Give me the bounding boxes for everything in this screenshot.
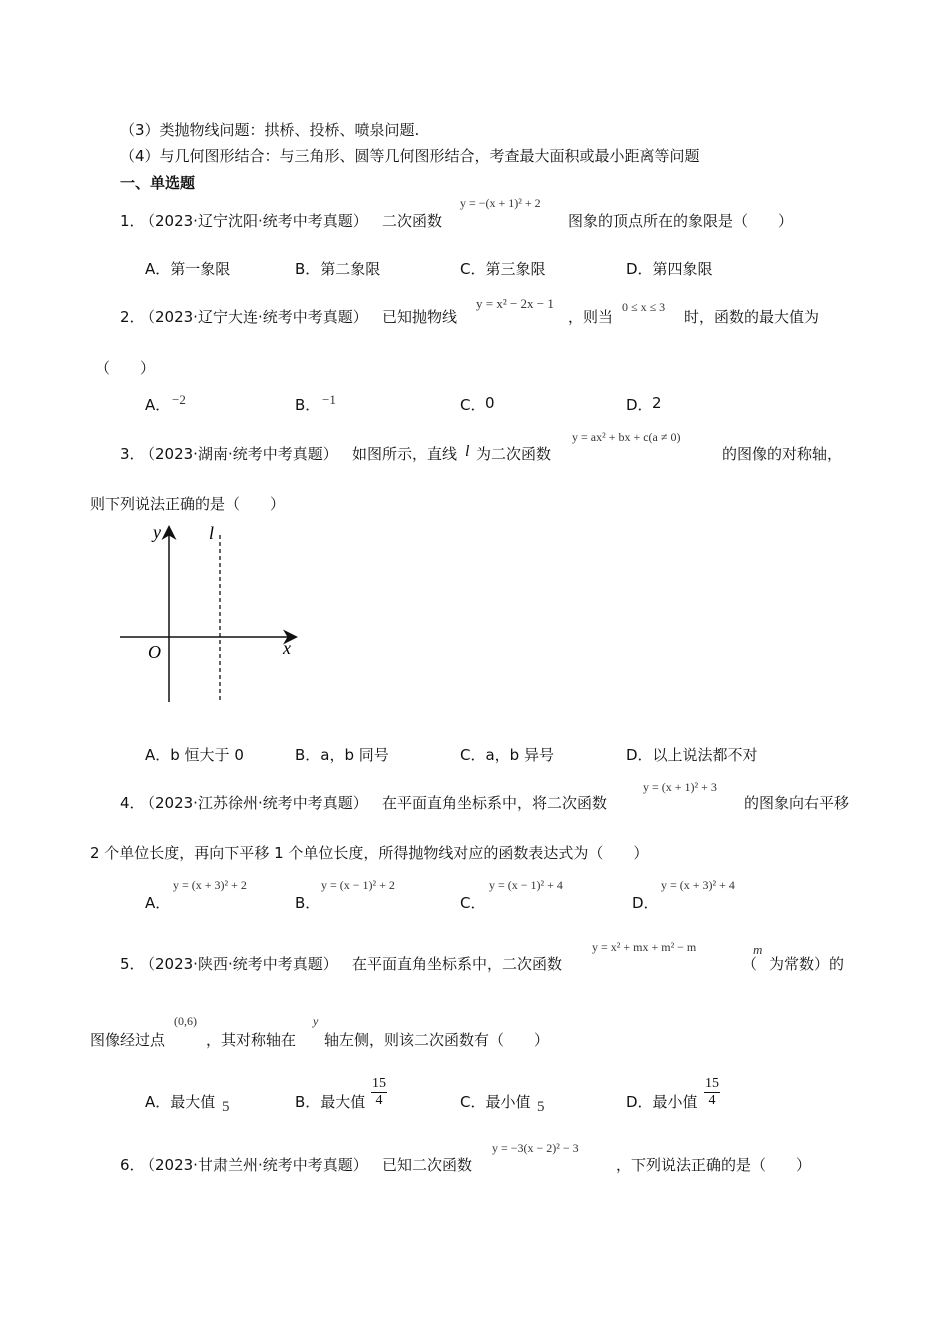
question-text: 则下列说法正确的是（ ） — [90, 495, 286, 513]
denominator: 4 — [708, 1093, 716, 1108]
axis-variable: y — [313, 1014, 319, 1028]
question-text: 二次函数 — [382, 212, 443, 230]
question-source: （2023·辽宁大连·统考中考真题） — [140, 308, 368, 326]
question-text: 时，函数的最大值为 — [684, 308, 820, 326]
question-text: 的图像的对称轴， — [722, 445, 843, 463]
question-text: 为二次函数 — [476, 445, 552, 463]
question-text: （ — [742, 955, 758, 973]
question-text: ，则当 — [568, 308, 614, 326]
option-formula: y = (x − 1)² + 2 — [321, 878, 395, 892]
option-formula: y = (x − 1)² + 4 — [489, 878, 563, 892]
formula: 0 ≤ x ≤ 3 — [622, 300, 666, 314]
question-number: 5． — [120, 955, 145, 973]
question-source: （2023·陕西·统考中考真题） — [140, 955, 338, 973]
question-source: （2023·湖南·统考中考真题） — [140, 445, 338, 463]
formula: y = (x + 1)² + 3 — [643, 780, 717, 794]
question-text: 已知抛物线 — [382, 308, 458, 326]
option-d: D．第四象限 — [626, 260, 713, 278]
option-value: 2 — [652, 394, 662, 412]
section-title: 一、单选题 — [120, 174, 196, 192]
option-a: A．第一象限 — [145, 260, 231, 278]
formula: y = ax² + bx + c(a ≠ 0) — [572, 430, 681, 444]
formula: y = −3(x − 2)² − 3 — [492, 1141, 579, 1155]
option-label: A． — [145, 894, 171, 912]
question-text: 轴左侧，则该二次函数有（ ） — [324, 1031, 550, 1049]
option-value: −2 — [172, 392, 186, 407]
intro-item-3: （3）类抛物线问题：拱桥、投桥、喷泉问题. — [120, 121, 420, 139]
option-value: −1 — [322, 392, 336, 407]
variable: l — [465, 443, 470, 460]
option-b: B．a，b 同号 — [295, 746, 389, 764]
question-text: 图像经过点 — [90, 1031, 166, 1049]
x-axis-label: x — [283, 638, 291, 658]
question-number: 4． — [120, 794, 145, 812]
question-text: 图象的顶点所在的象限是（ ） — [568, 212, 794, 230]
axis-figure — [115, 520, 305, 705]
point: (0,6) — [174, 1014, 197, 1028]
question-number: 6． — [120, 1156, 145, 1174]
y-axis-label: y — [153, 522, 161, 542]
option-label: C． — [460, 396, 486, 414]
question-source: （2023·甘肃兰州·统考中考真题） — [140, 1156, 368, 1174]
option-label: D．最小值 — [626, 1093, 698, 1111]
option-value: 5 — [537, 1099, 545, 1115]
option-label: B． — [295, 396, 321, 414]
question-text: 在平面直角坐标系中，二次函数 — [352, 955, 563, 973]
l-label: l — [209, 523, 215, 543]
option-c: C．第三象限 — [460, 260, 546, 278]
formula: y = x² − 2x − 1 — [476, 296, 554, 311]
option-formula: y = (x + 3)² + 2 — [173, 878, 247, 892]
question-text: 为常数）的 — [769, 955, 845, 973]
question-text: 如图所示，直线 — [352, 445, 458, 463]
option-label: D． — [632, 894, 659, 912]
option-value-fraction — [704, 1076, 720, 1109]
formula: y = −(x + 1)² + 2 — [460, 196, 541, 210]
intro-item-4: （4）与几何图形结合：与三角形、圆等几何图形结合，考查最大面积或最小距离等问题 — [120, 147, 700, 165]
question-text: ，下列说法正确的是（ ） — [616, 1156, 812, 1174]
option-label: C．最小值 — [460, 1093, 531, 1111]
question-number: 3． — [120, 445, 145, 463]
option-label: B． — [295, 894, 321, 912]
question-text: 2 个单位长度，再向下平移 1 个单位长度，所得抛物线对应的函数表达式为（ ） — [90, 844, 649, 862]
option-d: D．以上说法都不对 — [626, 746, 758, 764]
option-value: 0 — [485, 394, 495, 412]
question-source: （2023·江苏徐州·统考中考真题） — [140, 794, 368, 812]
formula: y = x² + mx + m² − m — [592, 940, 697, 954]
question-source: （2023·辽宁沈阳·统考中考真题） — [140, 212, 368, 230]
option-value-fraction — [371, 1076, 387, 1109]
option-a: A．b 恒大于 0 — [145, 746, 244, 764]
option-label: D． — [626, 396, 653, 414]
question-number: 1． — [120, 212, 145, 230]
denominator: 4 — [375, 1093, 383, 1108]
question-text: ，其对称轴在 — [206, 1031, 297, 1049]
option-label: C． — [460, 894, 486, 912]
question-text: 已知二次函数 — [382, 1156, 473, 1174]
origin-label: O — [148, 642, 161, 662]
option-formula: y = (x + 3)² + 4 — [661, 878, 735, 892]
question-text: 的图象向右平移 — [744, 794, 850, 812]
option-label: B．最大值 — [295, 1093, 366, 1111]
numerator: 15 — [372, 1076, 386, 1091]
numerator: 15 — [705, 1076, 719, 1091]
option-label: A．最大值 — [145, 1093, 216, 1111]
option-label: A． — [145, 396, 171, 414]
question-number: 2． — [120, 308, 145, 326]
question-text: 在平面直角坐标系中，将二次函数 — [382, 794, 608, 812]
question-text: （ ） — [95, 359, 156, 377]
variable: m — [753, 942, 763, 957]
option-b: B．第二象限 — [295, 260, 381, 278]
option-value: 5 — [222, 1099, 230, 1115]
option-c: C．a，b 异号 — [460, 746, 554, 764]
